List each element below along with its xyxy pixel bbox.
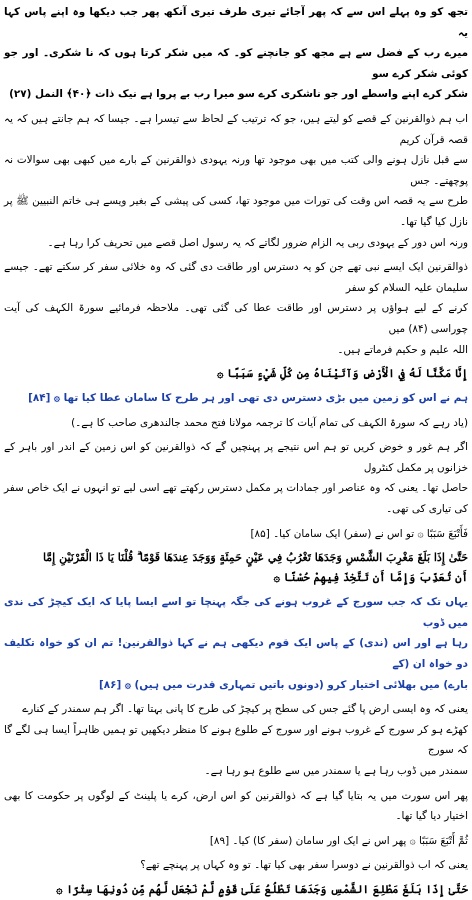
text-line: سمندر میں ڈوب رہا ہے یا سمندر میں سے طلوع ہو رہا ہے۔: [204, 765, 468, 777]
text-line: تجھ کو وہ پہلے اس سے کہ پھر آجائے تیری طرف تیری آنکھ پھر جب دیکھا وہ اپنے پاس کہا یہ: [4, 6, 468, 39]
text-line: یہاں تک کہ جب سورج کے غروب ہونے کی جگہ پہنچا تو اسے ایسا پایا کہ ایک کیچڑ کی ندی میں ڈوب: [4, 596, 468, 629]
text-line: بارے) میں بھلائی اختیار کرو (دونوں باتیں تمہاری قدرت میں ہیں) ۞ [۸۶]: [99, 678, 468, 691]
text-line: کرنے کے لیے ہواؤں پر دسترس اور طاقت عطا کی گئی تھی۔ ملاحظہ فرمائیے سورۃ الکہف کی آیت چوراسی (۸۴) میں: [4, 302, 468, 335]
text-line: (یاد رہے کہ سورۃ الکہف کی تمام آیات کا ترجمہ مولانا فتح محمد جالندھری صاحب کا ہے۔): [71, 416, 468, 429]
text-line: کھڑے ہو کر سورج کے غروب ہونے اور سورج کے طلوع ہونے کا منظر دیکھیں تو ہمیں ظاہراً ایسا ہی لگے گا کہ سورج: [4, 723, 468, 757]
paragraph: [4, 257, 468, 360]
text-line: حَتَّىٰ إِذَا بَلَغَ مَطْلِعَ الشَّمْسِ وَجَدَهَا تَطْلُعُ عَلَىٰ قَوْمٍ لَّمْ نَجْعَل لَّهُم مِّن دُونِهَا سِتْرًا ۞: [56, 882, 468, 896]
paragraph: [4, 699, 468, 781]
text-line: شکر کرے اپنے واسطے اور جو ناشکری کرے سو میرا رب بے پروا ہے نیک ذات ﴿۴۰﴾ النمل (۲۷): [9, 88, 468, 101]
paragraph: [4, 388, 468, 409]
paragraph: [4, 786, 468, 827]
paragraph: [4, 109, 468, 253]
text-line: حَتَّىٰ إِذَا بَلَغَ مَغْرِبَ الشَّمْسِ وَجَدَهَا تَغْرُبُ فِي عَيْنٍ حَمِئَةٍ وَوَجَدَ عِندَهَا قَوْمًا ۗ قُلْنَا يَا ذَا الْقَرْنَيْنِ إِمَّا: [42, 551, 468, 565]
text-line: إِنَّا مَكَّنَّا لَهُ فِي الْأَرْضِ وَآتَيْنَاهُ مِن كُلِّ شَيْءٍ سَبَبًا ۞: [217, 367, 468, 381]
paragraph: [4, 548, 468, 588]
text-line: سے قبل نازل ہونے والی کتب میں بھی موجود تھا ورنہ یہودی ذوالقرنین کے بارے میں کبھی بھی سوالات نہ پوچھتے۔ جس: [4, 154, 468, 187]
paragraph: [4, 364, 468, 384]
text-line: میرے رب کے فضل سے ہے مجھ کو جانچنے کو۔ کہ میں شکر کرتا ہوں کہ نا شکری۔ اور جو کوئی شکر کرے سو: [4, 47, 468, 80]
text-line: حاصل تھا۔ یعنی کہ وہ عناصر اور جمادات پر مکمل دسترس رکھتے تھے اسی لیے تو انہوں نے ایک خاص سفر کی تیاری کی تھی۔: [4, 482, 468, 516]
text-line: اگر ہم غور و خوض کریں تو ہم اس نتیجے پر پہنچیں گے کہ ذوالقرنین کو اس زمین کے اندر اور باہر کے خزانوں پر مکمل کنٹرول: [4, 441, 468, 474]
paragraph: [4, 592, 468, 695]
text-line: رہا ہے اور اس (ندی) کے پاس ایک قوم دیکھی ہم نے کہا ذوالقرنین! تم ان کو خواہ تکلیف دو خواہ ان (کے: [4, 637, 468, 671]
paragraph: [4, 831, 468, 852]
text-line: أَن تُعَذِّبَ وَإِمَّا أَن تَتَّخِذَ فِيهِمْ حُسْنًا ۞: [273, 571, 468, 585]
paragraph: [4, 2, 468, 105]
text-line: ثُمَّ أَتْبَعَ سَبَبًا ۞ پھر اس نے ایک اور سامان (سفر کا) کیا۔ [۸۹]: [209, 834, 468, 847]
paragraph: [4, 855, 468, 876]
paragraph: [4, 437, 468, 519]
text-line: فَأَتْبَعَ سَبَبًا ۞ تو اس نے (سفر) ایک سامان کیا۔ [۸۵]: [250, 527, 468, 540]
text-line: طرح سے یہ قصہ اس وقت کی تورات میں موجود تھا، کسی کی پیشی کے بغیر ویسے ہی خاتم النبیین ﷺ پر نازل کیا گیا تھا۔: [4, 195, 468, 228]
text-line: ہم نے اس کو زمین میں بڑی دسترس دی تھی اور ہر طرح کا سامان عطا کیا تھا ۞ [۸۴]: [28, 392, 468, 405]
text-line: اب ہم ذوالقرنین کے قصے کو لیتے ہیں، جو کہ ترتیب کے لحاظ سے تیسرا ہے۔ جیسا کہ ہم جانتے ہیں کہ یہ قصہ قرآن کریم: [4, 112, 468, 146]
paragraph: [4, 880, 468, 900]
paragraph: [4, 413, 468, 434]
text-line: یعنی کہ اب ذوالقرنین نے دوسرا سفر بھی کیا تھا۔ تو وہ کہاں پر پہنچے تھے؟: [140, 859, 468, 872]
text-line: پھر اس سورت میں یہ بتایا گیا ہے کہ ذوالقرنین کو اس ارض، کرے یا پلینٹ کے لوگوں پر حکومت کا بھی اختیار دیا گیا تھا۔: [4, 789, 468, 823]
text-line: یعنی کہ وہ ایسی ارض پا گئے جس کی سطح پر کیچڑ کی طرح کا پانی بہتا تھا۔ اگر ہم سمندر کے کنارے: [22, 703, 468, 716]
text-line: ورنہ اس دور کے یہودی ربی یہ الزام ضرور لگاتے کہ یہ رسول اصل قصے میں تحریف کرا رہا ہے۔: [47, 236, 468, 249]
text-line: ذوالقرنین ایک ایسے نبی تھے جن کو یہ دسترس اور طاقت دی گئی کہ وہ خلائی سفر کر سکتے تھے۔ جیسے سلیمان علیہ السلام کو سفر: [4, 261, 468, 294]
paragraph: [4, 524, 468, 545]
text-line: اللہ علیم و حکیم فرماتے ہیں۔: [337, 343, 468, 356]
